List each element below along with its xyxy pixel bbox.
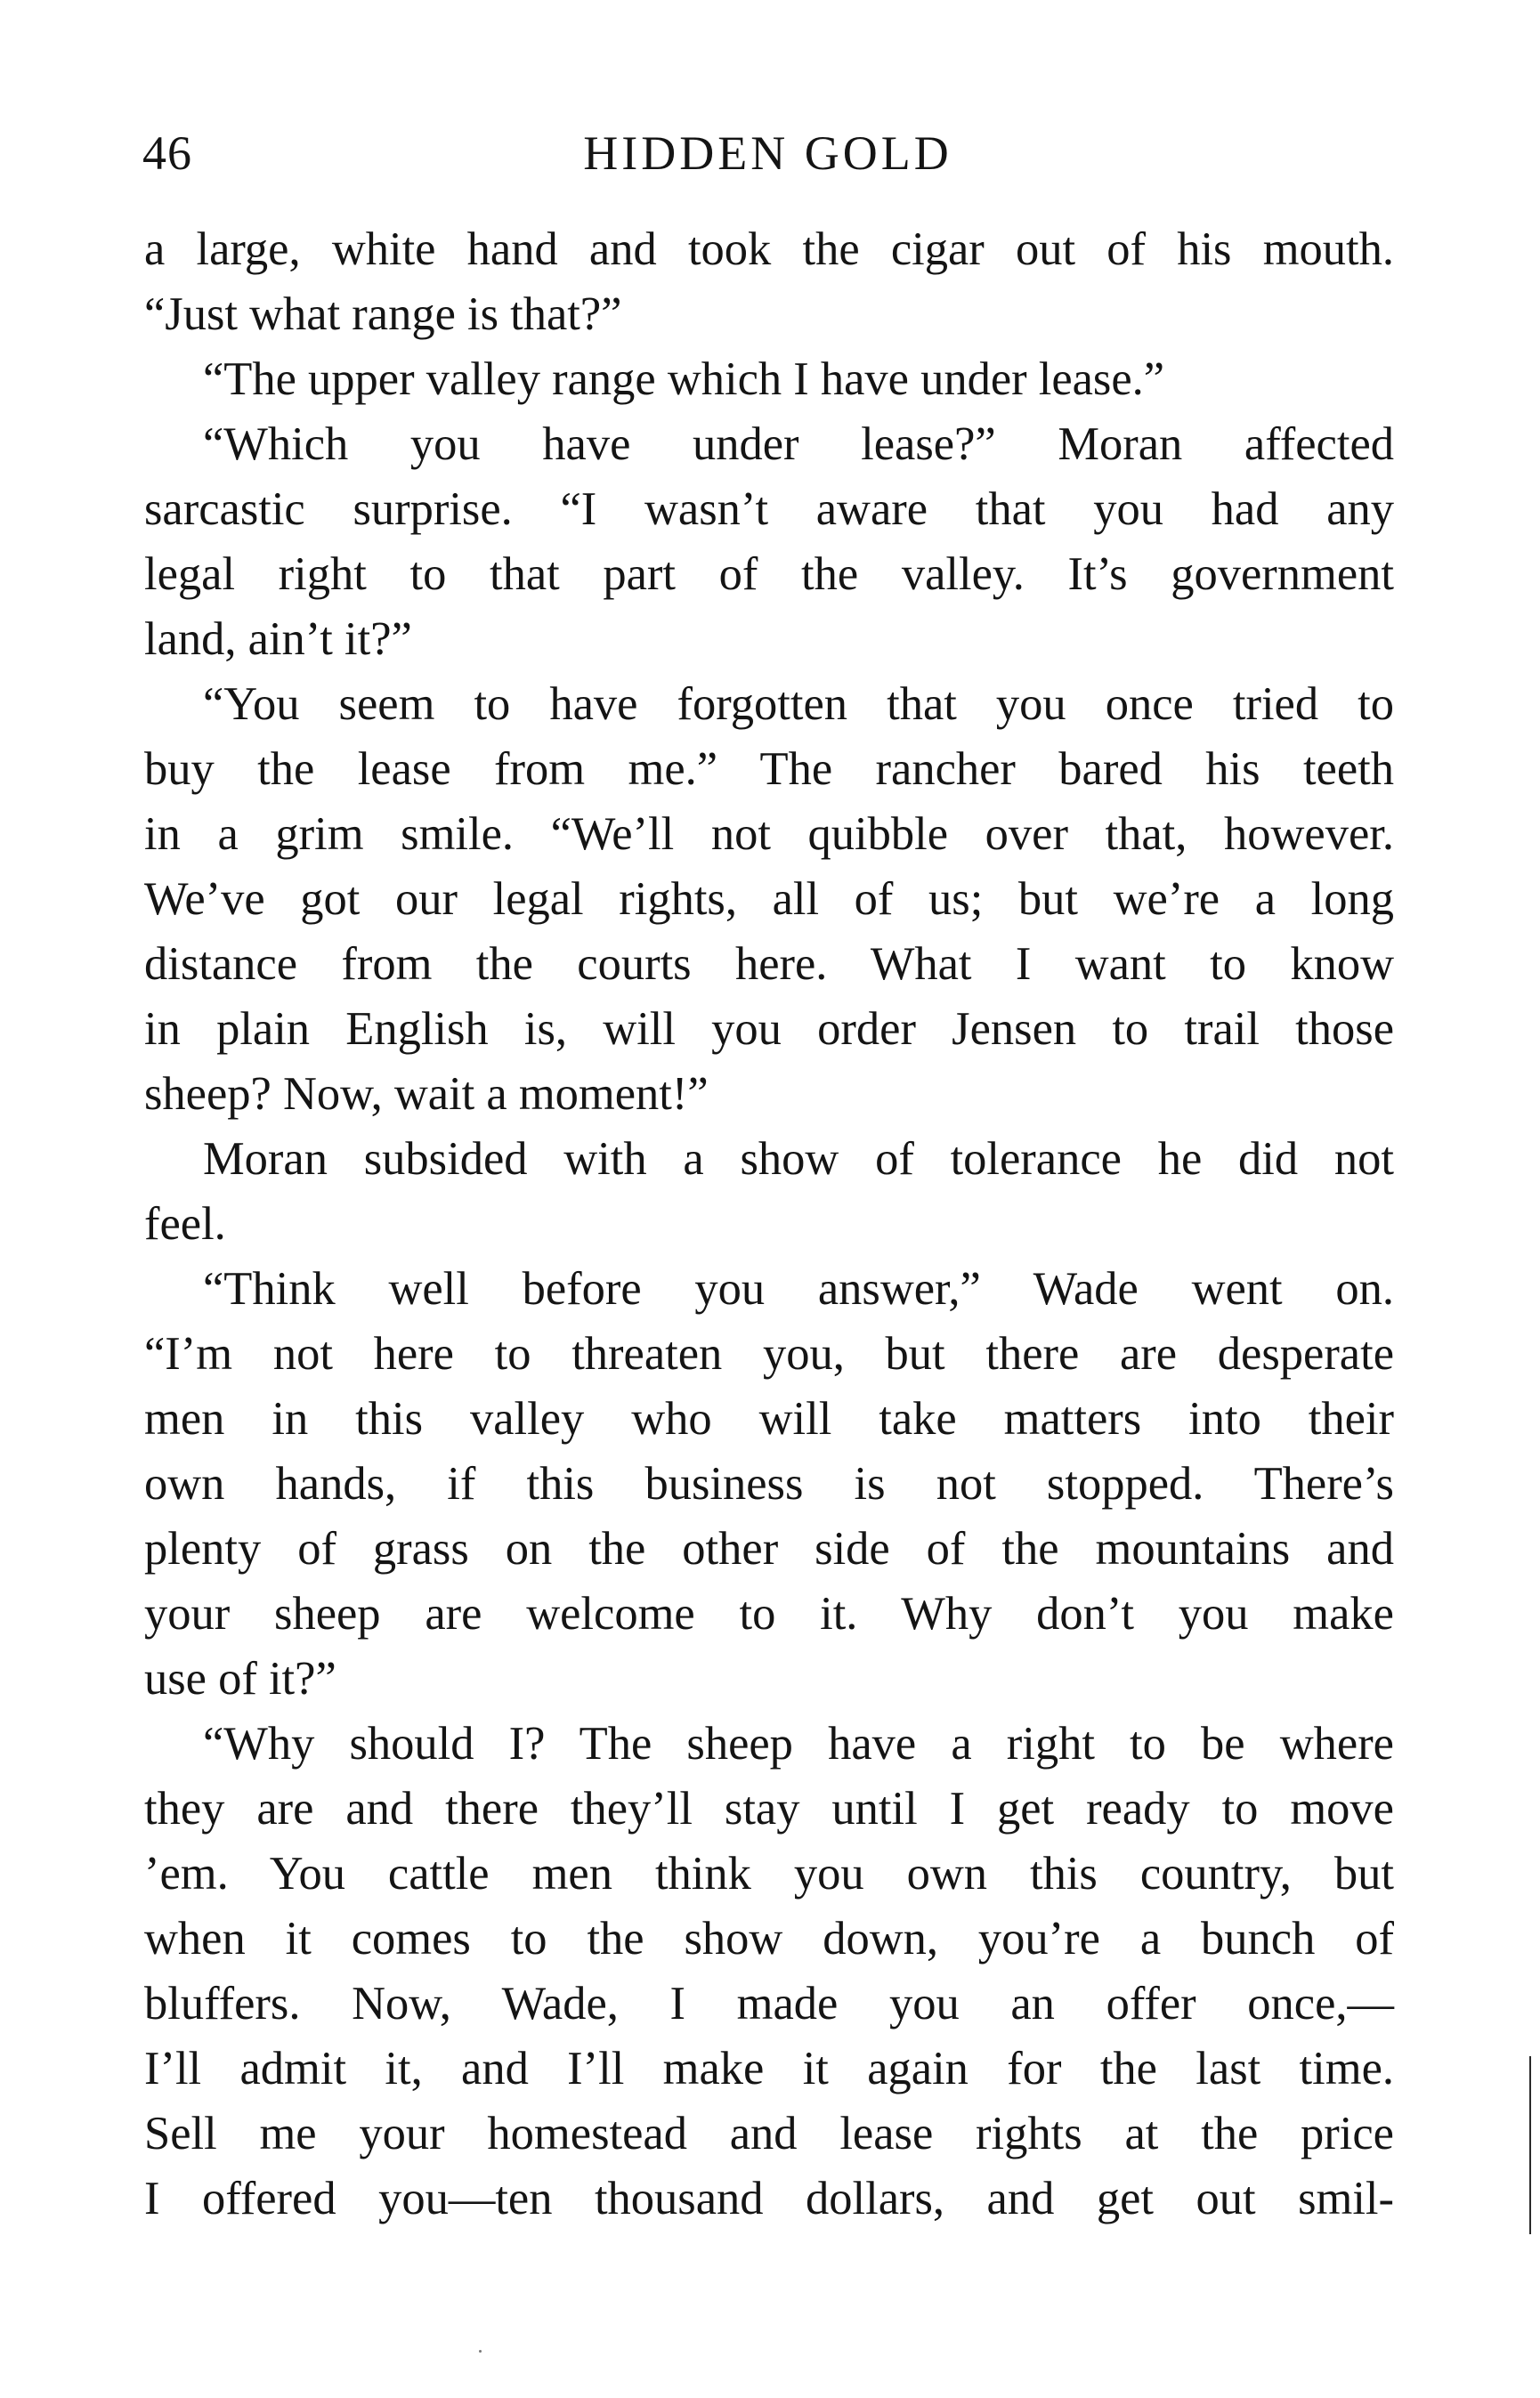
text-line: sarcastic surprise. “I wasn’t aware that you had any [144, 483, 1394, 535]
text-line: use of it?” [144, 1653, 336, 1705]
text-line: Sell me your homestead and lease rights at the price [144, 2108, 1394, 2159]
text-line: a large, white hand and took the cigar out of his mouth. [144, 223, 1394, 275]
text-line: We’ve got our legal rights, all of us; but we’re a long [144, 873, 1394, 925]
text-line: in plain English is, will you order Jensen to trail those [144, 1003, 1394, 1055]
text-line: when it comes to the show down, you’re a bunch of [144, 1913, 1394, 1965]
text-line: own hands, if this business is not stopped. There’s [144, 1458, 1394, 1510]
text-line: they are and there they’ll stay until I get ready to move [144, 1783, 1394, 1835]
body-text [144, 217, 1394, 2232]
text-line: I offered you—ten thousand dollars, and get out smil- [144, 2173, 1394, 2224]
text-line: plenty of grass on the other side of the mountains and [144, 1523, 1394, 1575]
text-line: land, ain’t it?” [144, 613, 412, 665]
text-line: “Why should I? The sheep have a right to be where [203, 1718, 1394, 1770]
text-line: “Which you have under lease?” Moran affected [203, 418, 1394, 470]
text-line: buy the lease from me.” The rancher bared his teeth [144, 743, 1394, 795]
text-line: men in this valley who will take matters into their [144, 1393, 1394, 1445]
text-line: Moran subsided with a show of tolerance he did not [203, 1133, 1394, 1185]
text-line: “The upper valley range which I have under lease.” [203, 353, 1165, 405]
running-title: HIDDEN GOLD [583, 126, 952, 180]
text-line: I’ll admit it, and I’ll make it again for the last time. [144, 2043, 1394, 2094]
running-header [142, 117, 1393, 189]
text-line: “Just what range is that?” [144, 288, 622, 340]
text-line: legal right to that part of the valley. It’s government [144, 548, 1394, 600]
text-line: “You seem to have forgotten that you once tried to [203, 678, 1394, 730]
text-line: distance from the courts here. What I want to know [144, 938, 1394, 990]
page-number: 46 [142, 126, 192, 180]
text-line: feel. [144, 1198, 226, 1250]
page-edge-mark [1529, 2056, 1531, 2234]
text-line: “Think well before you answer,” Wade went on. [203, 1263, 1394, 1315]
text-line: “I’m not here to threaten you, but there are desperate [144, 1328, 1394, 1380]
text-line: sheep? Now, wait a moment!” [144, 1068, 709, 1120]
text-line: in a grim smile. “We’ll not quibble over that, however. [144, 808, 1394, 860]
text-line: your sheep are welcome to it. Why don’t you make [144, 1588, 1394, 1640]
text-line: ’em. You cattle men think you own this country, but [144, 1848, 1394, 1900]
scan-speck [479, 2350, 482, 2353]
text-line: bluffers. Now, Wade, I made you an offer once,— [144, 1978, 1394, 2029]
